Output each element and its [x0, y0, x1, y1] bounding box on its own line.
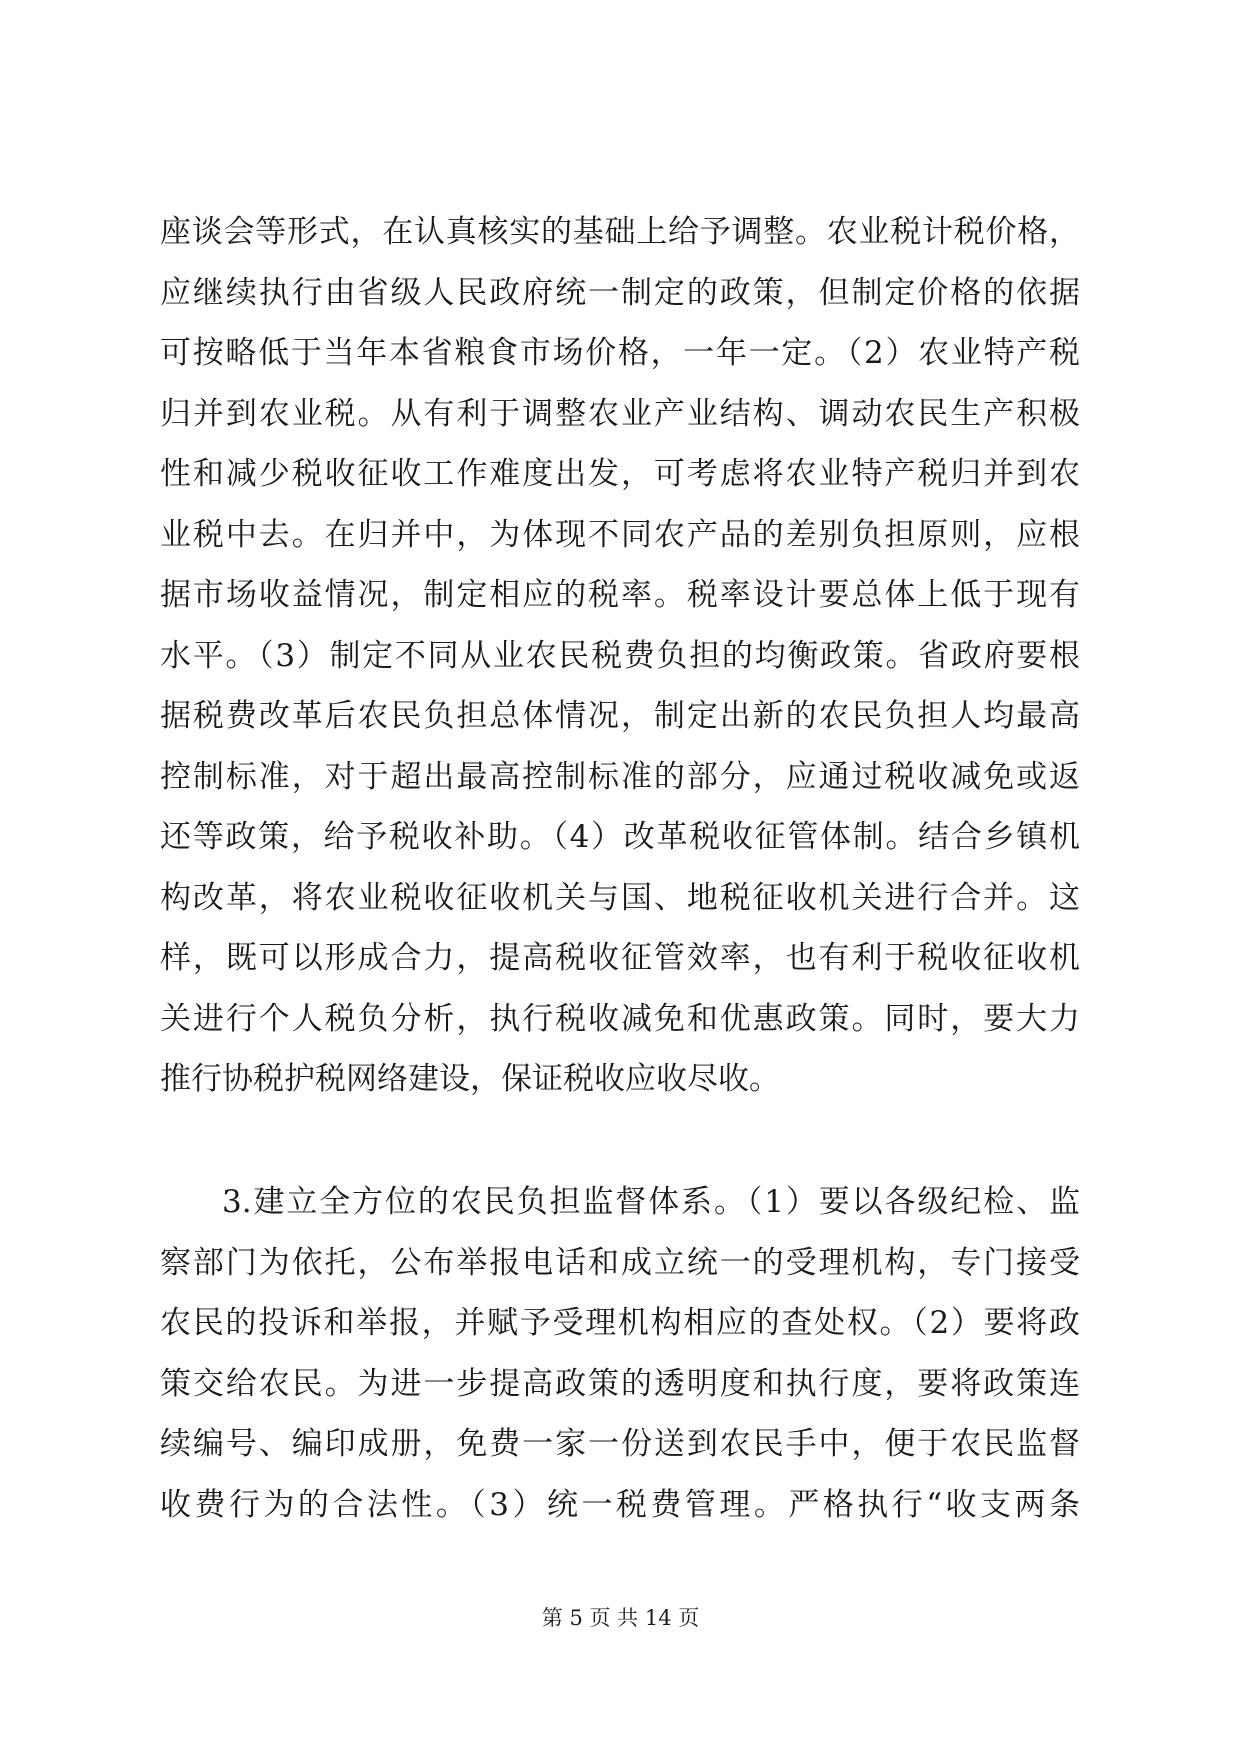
- text-line: 应继续执行由省级人民政府统一制定的政策，但制定价格的依据: [160, 274, 1080, 311]
- text-line: 可按略低于当年本省粮食市场价格，一年一定。（2）农业特产税: [160, 335, 1080, 371]
- text-line: 归并到农业税。从有利于调整农业产业结构、调动农民生产积极: [160, 395, 1080, 432]
- text-line: 业税中去。在归并中，为体现不同农产品的差别负担原则，应根: [160, 516, 1080, 553]
- text-line: 察部门为依托，公布举报电话和成立统一的受理机构，专门接受: [160, 1244, 1080, 1281]
- text-line: 农民的投诉和举报，并赋予受理机构相应的查处权。（2）要将政: [160, 1305, 1080, 1341]
- text-line: 构改革，将农业税收征收机关与国、地税征收机关进行合并。这: [160, 879, 1080, 916]
- text-line: 收费行为的合法性。（3）统一税费管理。严格执行“收支两条: [160, 1486, 1080, 1523]
- text-line: 续编号、编印成册，免费一家一份送到农民手中，便于农民监督: [160, 1426, 1080, 1462]
- body-paragraph-1: [160, 202, 1080, 1110]
- text-line: 3.建立全方位的农民负担监督体系。（1）要以各级纪检、监: [222, 1184, 1080, 1220]
- text-line: 座谈会等形式，在认真核实的基础上给予调整。农业税计税价格，: [160, 214, 1080, 250]
- text-line: 推行协税护税网络建设，保证税收应收尽收。: [160, 1061, 780, 1097]
- text-line: 据税费改革后农民负担总体情况，制定出新的农民负担人均最高: [160, 698, 1080, 734]
- text-line: 控制标准，对于超出最高控制标准的部分，应通过税收减免或返: [160, 758, 1080, 795]
- body-paragraph-2: [160, 1172, 1080, 1535]
- page-number: 第 5 页 共 14 页: [541, 1606, 700, 1630]
- text-line: 策交给农民。为进一步提高政策的透明度和执行度，要将政策连: [160, 1365, 1080, 1402]
- page-footer: [0, 1602, 1241, 1632]
- text-line: 样，既可以形成合力，提高税收征管效率，也有利于税收征收机: [160, 940, 1080, 976]
- text-line: 关进行个人税负分析，执行税收减免和优惠政策。同时，要大力: [160, 1000, 1080, 1037]
- text-line: 还等政策，给予税收补助。（4）改革税收征管体制。结合乡镇机: [160, 819, 1080, 855]
- text-line: 性和减少税收征收工作难度出发，可考虑将农业特产税归并到农: [160, 456, 1080, 492]
- text-line: 水平。（3）制定不同从业农民税费负担的均衡政策。省政府要根: [160, 637, 1080, 674]
- text-line: 据市场收益情况，制定相应的税率。税率设计要总体上低于现有: [160, 577, 1080, 613]
